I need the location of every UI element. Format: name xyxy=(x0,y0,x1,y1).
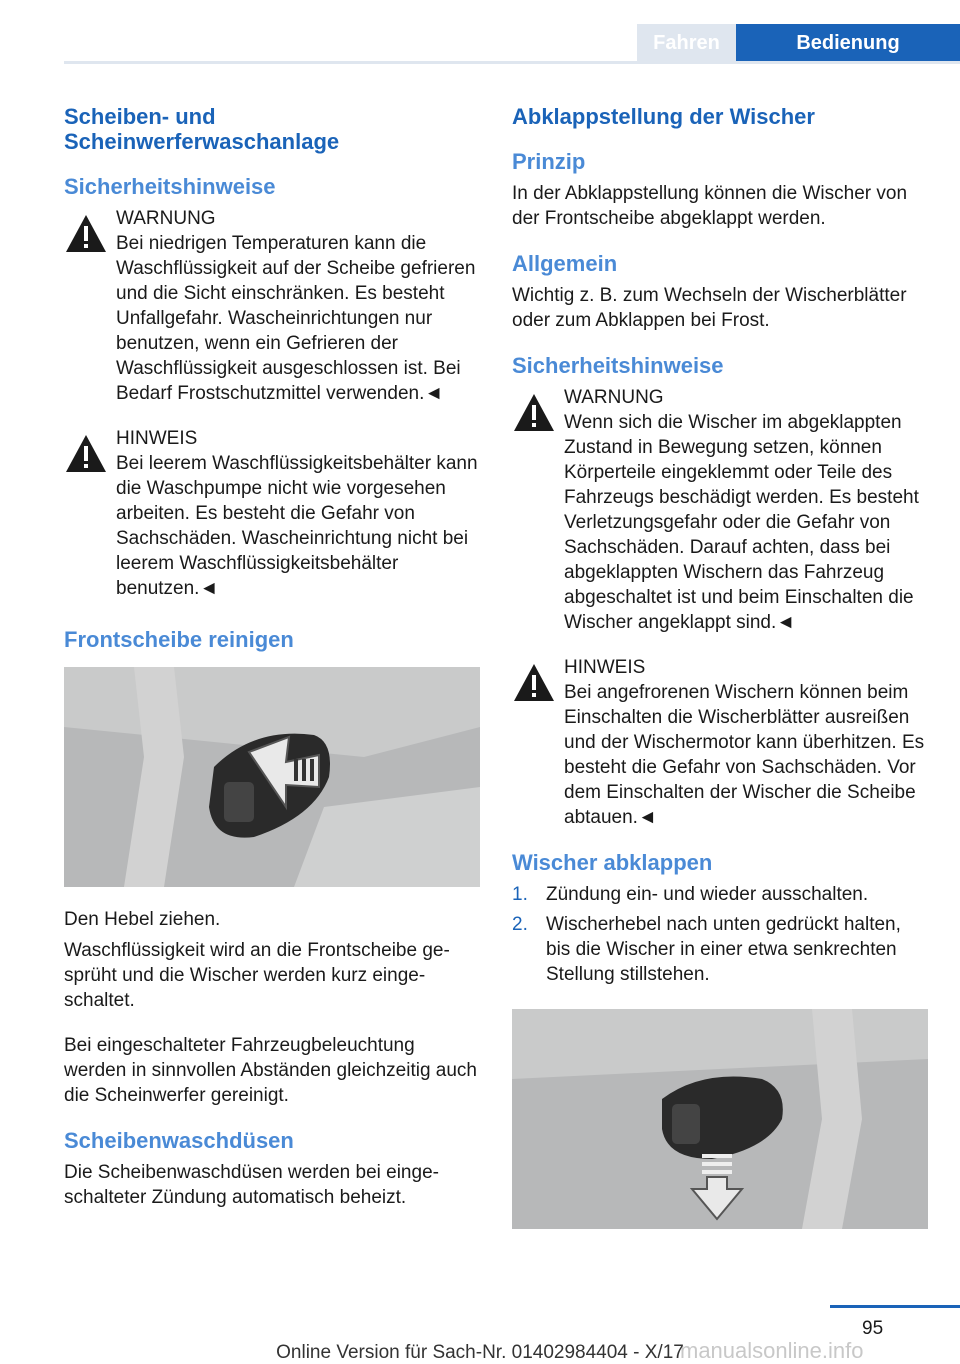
list-item xyxy=(512,912,930,987)
lever-pull-illustration xyxy=(64,667,480,887)
warning-block-left xyxy=(64,206,482,406)
section-title-washer: Scheiben- und Scheinwerferwaschanlage xyxy=(64,104,340,154)
page-number: 95 xyxy=(862,1318,884,1339)
notice-label: HINWEIS xyxy=(564,657,646,678)
clean-heading: Frontscheibe reinigen xyxy=(64,627,294,652)
warning-label: WARNUNG xyxy=(116,208,216,229)
page-header xyxy=(0,0,960,64)
watermark-text: manualsonline.info xyxy=(680,1338,864,1363)
online-version-text: Online Version für Sach-Nr. 01402984404 - X/17 xyxy=(276,1342,684,1363)
paragraph-headlights: Bei eingeschalteter Fahrzeugbeleuchtung werden in sinnvollen Abständen gleichzeitig auch die Scheinwerfer gereinigt. xyxy=(64,1035,477,1106)
fold-heading: Wischer abklappen xyxy=(512,850,713,875)
nozzle-heading: Scheibenwaschdüsen xyxy=(64,1128,294,1153)
notice-text: Bei angefrorenen Wischern können beim Einschalten die Wischerblätter ausreißen und der Wischermotor kann überhitzen. Es besteht die Gefahr von Sachschäden. Vor dem Einschalten der Wischer die Scheibe abtauen.◄ xyxy=(564,682,925,828)
notice-triangle-icon xyxy=(512,661,556,705)
step-number: 1. xyxy=(512,884,528,905)
notice-block-right xyxy=(512,655,930,830)
warning-triangle-icon xyxy=(512,391,556,435)
general-heading: Allgemein xyxy=(512,251,618,276)
paragraph-principle: In der Abklappstellung können die Wischer von der Frontscheibe abgeklappt werden. xyxy=(512,183,908,229)
footer-rule xyxy=(830,1305,960,1308)
lever-push-down-illustration xyxy=(512,1009,928,1229)
warning-triangle-icon xyxy=(64,212,108,256)
step-text: Zündung ein- und wieder ausschalten. xyxy=(546,884,869,905)
section-title-wiper-fold: Abklappstellung der Wischer xyxy=(512,104,815,129)
safety-heading-right: Sicherheitshinweise xyxy=(512,353,724,378)
paragraph-pull-lever: Den Hebel ziehen. xyxy=(64,909,221,930)
list-item xyxy=(512,882,930,907)
right-column xyxy=(512,100,930,1249)
principle-heading: Prinzip xyxy=(512,149,586,174)
step-number: 2. xyxy=(512,914,528,935)
paragraph-general: Wichtig z. B. zum Wechseln der Wischerblätter oder zum Abklappen bei Frost. xyxy=(512,285,907,331)
step-text: Wischerhebel nach unten gedrückt halten, bis die Wischer in einer etwa senkrechten Stellung stillstehen. xyxy=(546,914,901,985)
warning-text: Bei niedrigen Temperaturen kann die Waschflüssigkeit auf der Scheibe gefrieren und die Sicht einschränken. Es besteht Unfallgefahr. Wascheinrichtungen nur benutzen, wenn ein Gefrieren der Waschflüssigkeit ausgeschlossen ist. Bei Bedarf Frostschutzmittel verwenden.◄ xyxy=(116,233,476,404)
tab-bedienung[interactable]: Bedienung xyxy=(736,24,960,62)
fold-steps-list xyxy=(512,882,930,987)
notice-triangle-icon xyxy=(64,432,108,476)
paragraph-nozzles: Die Scheibenwaschdüsen werden bei eingeschalteter Zündung automatisch beheizt. xyxy=(64,1162,439,1208)
tab-fahren[interactable]: Fahren xyxy=(637,24,736,62)
warning-text: Wenn sich die Wischer im abgeklappten Zustand in Bewegung setzen, können Körperteile eingeklemmt oder Teile des Fahrzeugs beschädigt werden. Es besteht Verletzungsgefahr oder die Gefahr von Sachschäden. Darauf achten, dass bei abgeklappten Wischern das Fahrzeug abgeschaltet ist und beim Einschalten die Wischer angeklappt sind.◄ xyxy=(564,412,919,633)
paragraph-spray: Waschflüssigkeit wird an die Frontscheibe gesprüht und die Wischer werden kurz eingeschaltet. xyxy=(64,940,450,1011)
left-column xyxy=(64,100,482,1230)
warning-block-right xyxy=(512,385,930,635)
notice-label: HINWEIS xyxy=(116,428,198,449)
notice-block-left xyxy=(64,426,482,601)
header-rule xyxy=(64,61,960,64)
lever-push-down-image xyxy=(512,1009,928,1229)
notice-text: Bei leerem Waschflüssigkeitsbehälter kann die Waschpumpe nicht wie vorgesehen arbeiten. Es besteht die Gefahr von Sachschäden. Wascheinrichtung nicht bei leerem Waschflüssigkeitsbehälter benutzen.◄ xyxy=(116,453,478,599)
lever-pull-image xyxy=(64,667,480,887)
safety-heading-left: Sicherheitshinweise xyxy=(64,174,276,199)
warning-label: WARNUNG xyxy=(564,387,664,408)
